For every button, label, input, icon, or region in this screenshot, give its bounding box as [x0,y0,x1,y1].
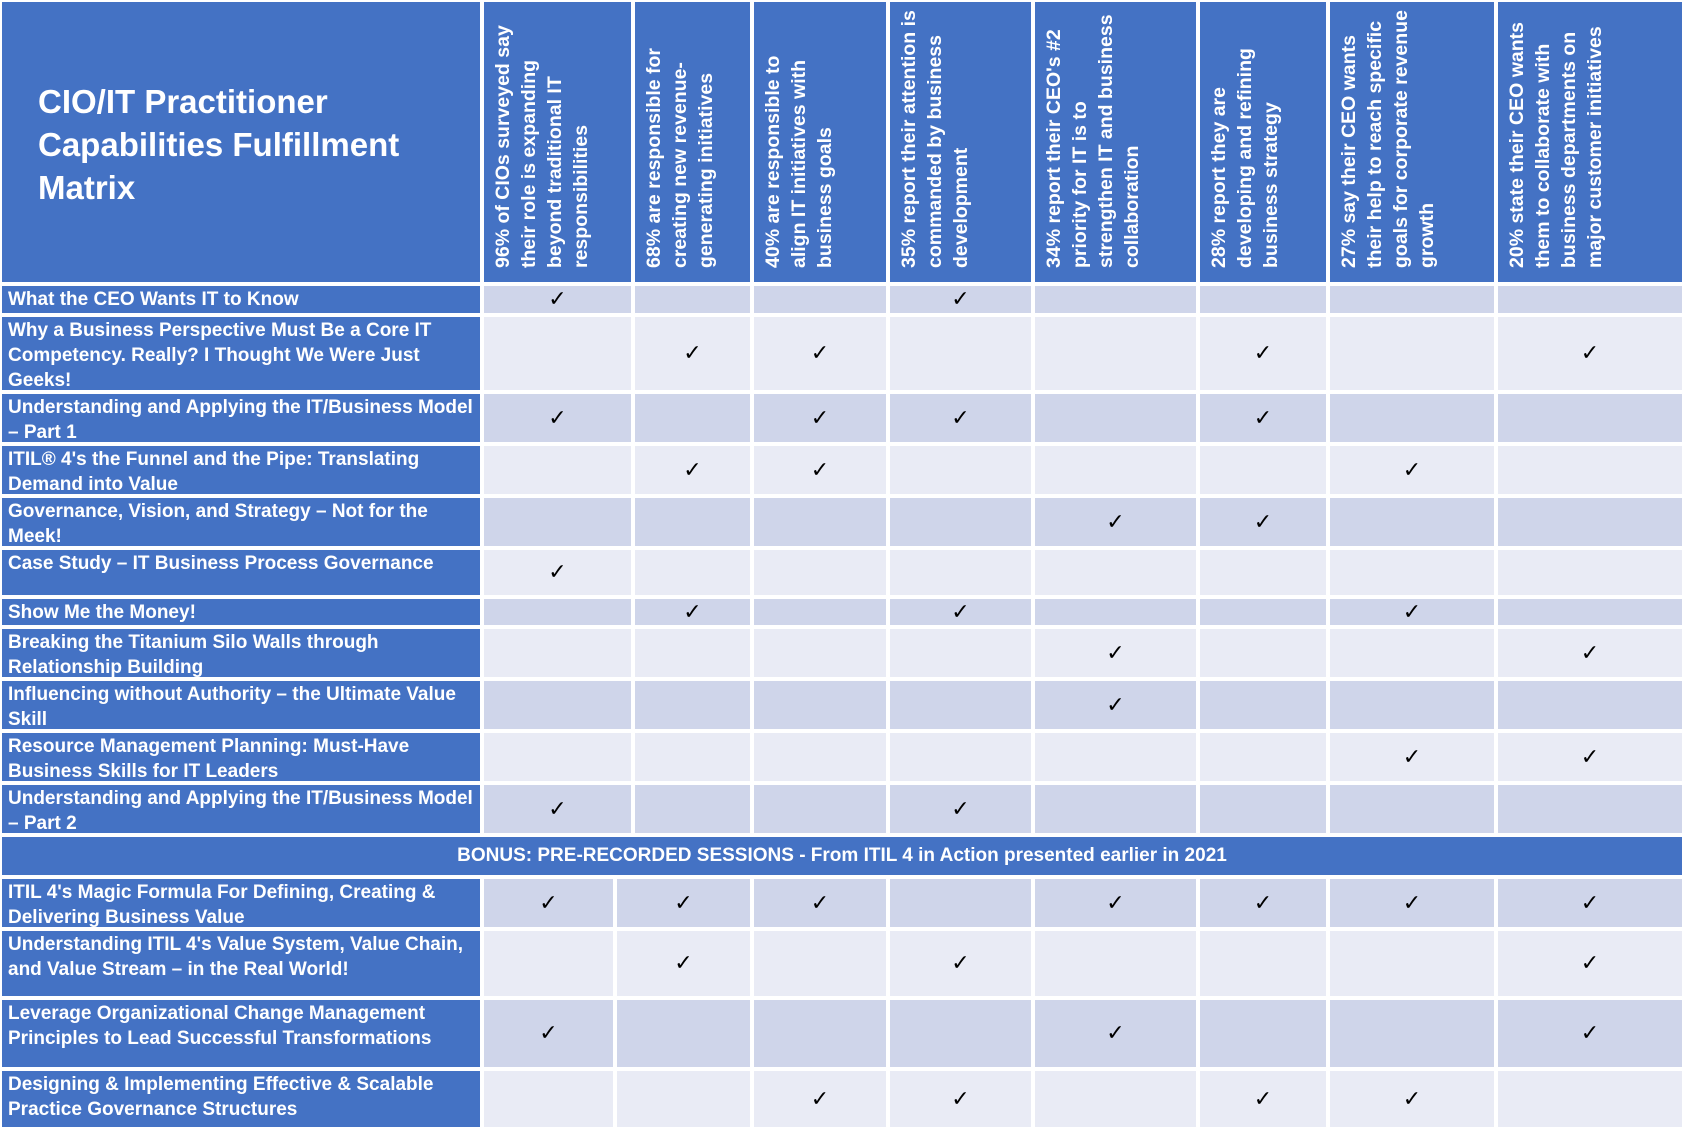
check-mark-icon: ✓ [548,287,567,312]
check-mark-icon: ✓ [1402,1086,1422,1112]
bonus-row-cell [615,929,752,998]
matrix-row-cell [633,548,752,597]
matrix-row-cell [752,548,888,597]
matrix-row-cell [1198,783,1328,835]
matrix-row-cell [633,731,752,783]
matrix-row-cell [1496,731,1684,783]
matrix-row-cell [1496,597,1684,627]
matrix-row-cell [1198,597,1328,627]
matrix-row-label: Understanding and Applying the IT/Business Model – Part 1 [0,392,482,444]
check-mark-icon: ✓ [1580,744,1600,770]
check-mark-icon: ✓ [951,599,970,625]
bonus-row-label: Designing & Implementing Effective & Scalable Practice Governance Structures [0,1069,482,1129]
matrix-row-cell [633,679,752,731]
matrix-row-cell [752,496,888,548]
check-mark-icon: ✓ [1106,692,1125,718]
check-mark-icon: ✓ [1402,744,1422,770]
matrix-row-label: ITIL® 4's the Funnel and the Pipe: Translating Demand into Value [0,444,482,496]
matrix-row-cell [1496,496,1684,548]
matrix-row-cell [633,496,752,548]
matrix-row-cell [633,315,752,392]
matrix-row-cell [482,548,633,597]
matrix-row-cell [1033,627,1198,679]
check-mark-icon: ✓ [1253,341,1273,366]
column-header-8 [1496,0,1684,284]
check-mark-icon: ✓ [1253,405,1273,431]
matrix-row-label: Understanding and Applying the IT/Business Model – Part 2 [0,783,482,835]
column-header-6 [1198,0,1328,284]
bonus-row-cell [752,998,888,1069]
bonus-row-cell [1328,1069,1496,1129]
bonus-row-cell [1033,929,1198,998]
bonus-row-cell [482,877,615,929]
matrix-row-label: Resource Management Planning: Must-Have Business Skills for IT Leaders [0,731,482,783]
matrix-row-cell [1328,597,1496,627]
matrix-row-cell [1198,496,1328,548]
matrix-row-cell [1033,548,1198,597]
column-header-text: 34% report their CEO's #2 priority for IT is to strengthen IT and business collaboration [1043,14,1143,268]
matrix-row-label: Breaking the Titanium Silo Walls through Relationship Building [0,627,482,679]
check-mark-icon: ✓ [1580,640,1600,666]
column-header-text: 28% report they are developing and refining business strategy [1208,48,1282,268]
bonus-row-cell [615,998,752,1069]
matrix-row-cell [888,679,1033,731]
check-mark-icon: ✓ [674,951,693,976]
bonus-row-cell [888,877,1033,929]
check-mark-icon: ✓ [810,457,830,483]
check-mark-icon: ✓ [810,890,830,916]
column-header-3 [752,0,888,284]
matrix-row-cell [1328,284,1496,315]
matrix-row-cell [482,315,633,392]
matrix-row-cell [1033,496,1198,548]
bonus-row-label: ITIL 4's Magic Formula For Defining, Creating & Delivering Business Value [0,877,482,929]
matrix-row-cell [752,392,888,444]
matrix-row-cell [1328,627,1496,679]
matrix-row-cell [1328,679,1496,731]
matrix-row-cell [482,496,633,548]
check-mark-icon: ✓ [951,796,970,822]
bonus-row-cell [888,1069,1033,1129]
matrix-row-cell [633,392,752,444]
matrix-title-text: CIO/IT Practitioner Capabilities Fulfillment Matrix [38,83,400,206]
bonus-row-cell [615,1069,752,1129]
matrix-row-cell [1033,284,1198,315]
check-mark-icon: ✓ [1106,890,1125,916]
bonus-row-cell [482,929,615,998]
matrix-row-cell [888,597,1033,627]
matrix-row-cell [1033,444,1198,496]
bonus-row-cell [888,929,1033,998]
matrix-row-cell [1198,731,1328,783]
matrix-row-cell [482,731,633,783]
matrix-row-cell [1496,444,1684,496]
check-mark-icon: ✓ [1106,509,1125,535]
matrix-row-cell [888,548,1033,597]
matrix-row-cell [1496,392,1684,444]
bonus-row-cell [752,929,888,998]
matrix-row-cell [1198,315,1328,392]
check-mark-icon: ✓ [1402,457,1422,483]
matrix-row-cell [888,444,1033,496]
bonus-row-cell [1496,929,1684,998]
bonus-row-cell [482,1069,615,1129]
check-mark-icon: ✓ [951,1086,970,1112]
matrix-row-label: Influencing without Authority – the Ultimate Value Skill [0,679,482,731]
matrix-row-cell [752,444,888,496]
matrix-row-cell [1033,597,1198,627]
matrix-row-cell [482,627,633,679]
bonus-row-cell [888,998,1033,1069]
check-mark-icon: ✓ [548,405,567,431]
bonus-row-cell [1198,929,1328,998]
bonus-row-cell [482,998,615,1069]
column-header-text: 40% are responsible to align IT initiatives with business goals [762,55,836,268]
matrix-row-cell [1496,783,1684,835]
bonus-row-cell [1328,998,1496,1069]
matrix-row-cell [888,284,1033,315]
matrix-row-cell [1328,783,1496,835]
check-mark-icon: ✓ [1253,1086,1273,1112]
matrix-row-cell [1328,496,1496,548]
matrix-row-cell [1328,392,1496,444]
matrix-row-cell [1328,315,1496,392]
matrix-row-cell [482,783,633,835]
check-mark-icon: ✓ [1402,599,1422,625]
matrix-row-cell [1328,548,1496,597]
matrix-row-cell [1198,627,1328,679]
check-mark-icon: ✓ [951,287,970,312]
check-mark-icon: ✓ [1106,640,1125,666]
matrix-row-cell [633,284,752,315]
matrix-row-cell [888,496,1033,548]
column-header-text: 20% state their CEO wants them to collaborate with business departments on major customer initiatives [1506,22,1606,268]
check-mark-icon: ✓ [810,1086,830,1112]
check-mark-icon: ✓ [951,951,970,976]
check-mark-icon: ✓ [1106,1021,1125,1046]
check-mark-icon: ✓ [1580,341,1600,366]
matrix-row-cell [888,315,1033,392]
matrix-row-cell [752,783,888,835]
matrix-row-cell [1033,783,1198,835]
check-mark-icon: ✓ [1580,890,1600,916]
matrix-row-cell [482,444,633,496]
matrix-row-cell [1496,548,1684,597]
matrix-row-label: Show Me the Money! [0,597,482,627]
check-mark-icon: ✓ [539,890,558,916]
bonus-row-cell [1496,1069,1684,1129]
matrix-title [0,0,482,284]
column-header-2 [633,0,752,284]
matrix-row-cell [1198,679,1328,731]
matrix-row-cell [1198,284,1328,315]
matrix-row-label: Why a Business Perspective Must Be a Core IT Competency. Really? I Thought We Were Just Geeks! [0,315,482,392]
matrix-row-label: Case Study – IT Business Process Governance [0,548,482,597]
matrix-row-cell [1033,315,1198,392]
bonus-row-cell [752,877,888,929]
check-mark-icon: ✓ [548,796,567,822]
bonus-row-label: Understanding ITIL 4's Value System, Value Chain, and Value Stream – in the Real World! [0,929,482,998]
matrix-row-cell [1496,627,1684,679]
matrix-row-cell [752,679,888,731]
check-mark-icon: ✓ [951,405,970,431]
column-header-4 [888,0,1033,284]
check-mark-icon: ✓ [683,599,702,625]
matrix-row-cell [888,627,1033,679]
check-mark-icon: ✓ [1580,1021,1600,1046]
check-mark-icon: ✓ [1253,890,1273,916]
matrix-row-cell [633,783,752,835]
bonus-row-cell [1198,998,1328,1069]
matrix-row-cell [752,731,888,783]
bonus-row-cell [752,1069,888,1129]
check-mark-icon: ✓ [1253,509,1273,535]
bonus-row-cell [1496,998,1684,1069]
matrix-row-cell [1033,679,1198,731]
column-header-1 [482,0,633,284]
matrix-row-cell [1496,284,1684,315]
column-header-text: 96% of CIOs surveyed say their role is expanding beyond traditional IT responsibilities [492,25,592,268]
column-header-text: 27% say their CEO wants their help to reach specific goals for corporate revenue growth [1338,10,1438,268]
column-header-5 [1033,0,1198,284]
matrix-row-label: What the CEO Wants IT to Know [0,284,482,315]
matrix-row-cell [1198,444,1328,496]
matrix-row-cell [1033,392,1198,444]
bonus-banner: BONUS: PRE-RECORDED SESSIONS - From ITIL 4 in Action presented earlier in 2021 [0,835,1684,877]
bonus-row-cell [1328,877,1496,929]
matrix-row-cell [1496,679,1684,731]
matrix-row-cell [482,284,633,315]
matrix-row-cell [888,731,1033,783]
matrix-row-cell [1198,548,1328,597]
check-mark-icon: ✓ [683,457,702,483]
column-header-7 [1328,0,1496,284]
check-mark-icon: ✓ [1402,890,1422,916]
matrix-row-cell [1328,731,1496,783]
matrix-row-cell [1198,392,1328,444]
matrix-row-cell [482,679,633,731]
bonus-row-cell [1033,877,1198,929]
matrix-row-cell [752,315,888,392]
matrix-row-cell [633,597,752,627]
check-mark-icon: ✓ [810,341,830,366]
matrix-row-cell [1033,731,1198,783]
matrix-row-cell [752,284,888,315]
matrix-row-cell [752,627,888,679]
column-header-text: 68% are responsible for creating new revenue-generating initiatives [643,47,717,268]
matrix-row-cell [482,597,633,627]
check-mark-icon: ✓ [674,890,693,916]
matrix-row-cell [633,444,752,496]
bonus-row-label: Leverage Organizational Change Management Principles to Lead Successful Transformations [0,998,482,1069]
matrix-row-cell [888,392,1033,444]
matrix-row-cell [888,783,1033,835]
bonus-row-cell [1328,929,1496,998]
bonus-row-cell [1033,998,1198,1069]
check-mark-icon: ✓ [1580,951,1600,976]
check-mark-icon: ✓ [539,1021,558,1046]
matrix-row-cell [633,627,752,679]
matrix-row-label: Governance, Vision, and Strategy – Not for the Meek! [0,496,482,548]
bonus-row-cell [1198,877,1328,929]
column-header-text: 35% report their attention is commanded by business development [898,10,972,268]
bonus-row-cell [1496,877,1684,929]
bonus-row-cell [1033,1069,1198,1129]
check-mark-icon: ✓ [548,560,567,585]
bonus-row-cell [615,877,752,929]
check-mark-icon: ✓ [683,341,702,366]
matrix-row-cell [482,392,633,444]
matrix-row-cell [752,597,888,627]
check-mark-icon: ✓ [810,405,830,431]
bonus-row-cell [1198,1069,1328,1129]
matrix-row-cell [1328,444,1496,496]
matrix-row-cell [1496,315,1684,392]
